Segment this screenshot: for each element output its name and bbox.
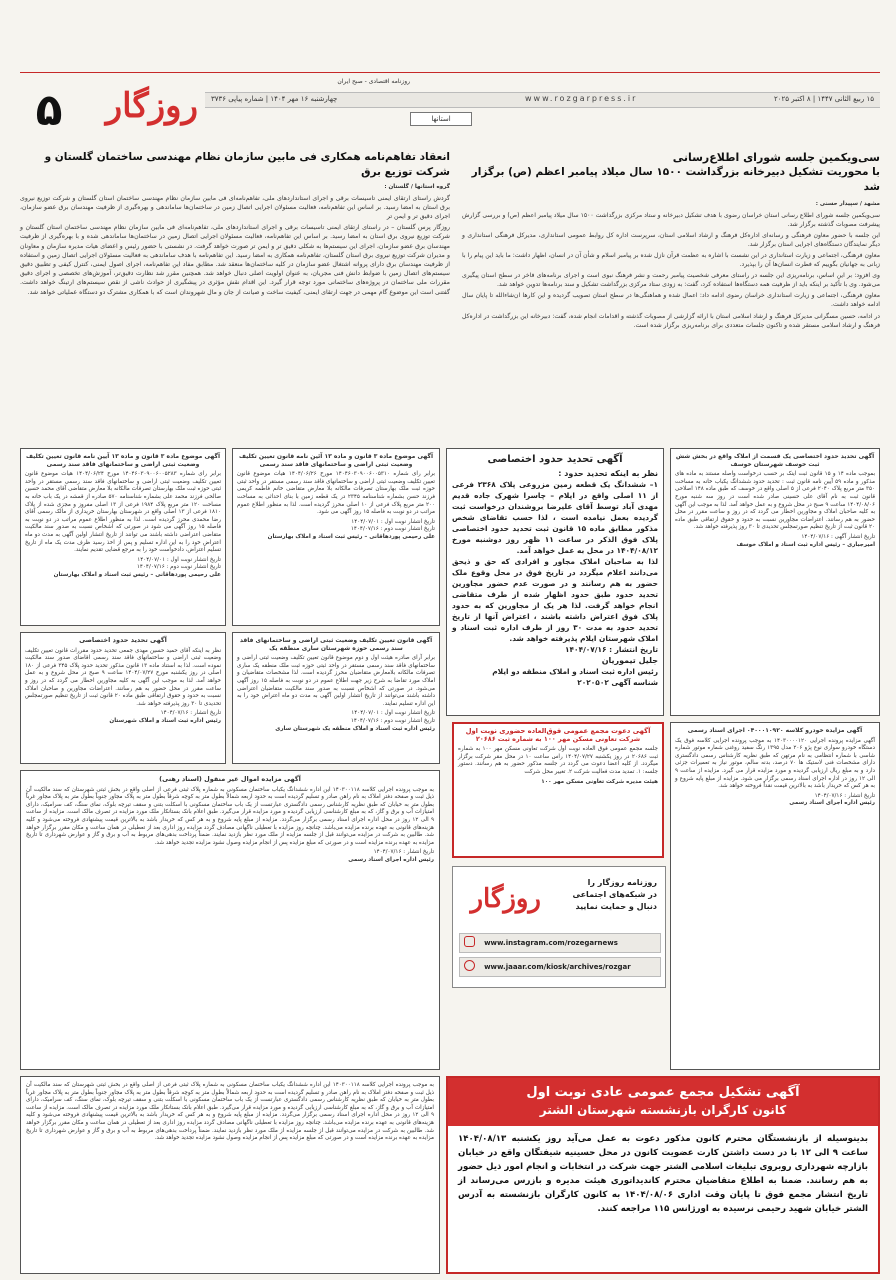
right-article-title-2: با محوریت تشکیل دبیرخانه بزرگداشت ۱۵۰۰ سال میلاد پیامبر اعظم (ص) برگزار شد — [471, 166, 880, 193]
left-article-paragraph: روزگار پرس گلستان – در راستای ارتقای ایمنی تاسیسات برقی و اجرای استانداردهای ملی، تفاهم‌نامه‌ای فی مابین سازمان نظام مهندسی ساختمان استان گلستان و شرکت توزیع نیروی برق استان به امضا رسید. بر اساس این تفاهم‌نامه، فعالیت مسئولان اجرایی اتصال زمین در ساختمان‌ها ساماندهی شده و با بهره‌گیری از ظرفیت مهندسان برق عضو سازمان، اجرای این سیستم‌ها به شکلی دقیق تر و ایمن تر صورت خواهد گرفت. در نشستی با حضور رئیس و اعضای هیات مدیره سازمان و معاونان و مدیران شرکت توزیع نیروی برق استان گلستان، تفاهم‌نامه همکاری به امضا رسید. این تفاهم‌نامه با هدف ساماندهی به فعالیت مسئولان اجرایی اتصال زمین و استفاده از ظرفیت مهندسان برق دارای پروانه اشتغال عضو سازمان در کلیه ساختمان‌ها منعقد شد. مطابق مفاد این تفاهم‌نامه، اجرای اصول ایمنی، کنترل کیفی و تطبیق دقیق سیستم‌های اتصال زمین با ضوابط دانش فنی مجریان، به عنوان اولویت اصلی دنبال خواهد شد. همچنین مقرر شد نظارت دقیق‌تر، آموزش‌های تخصصی و اجرای دقیق مقررات ملی ساختمان در پروژه‌های ساختمانی مورد توجه قرار گیرد. این اقدام نقش مؤثری در پیشگیری از حوادث ناشی از نقص سیستم‌های ارتینگ خواهد داشت. گفتنی است این موضوع گام مهمی در جهت ارتقای ایمنی، کیفیت ساخت و صیانت از جان و مال شهروندان است که با همکاری مشترک دو دستگاه عملیاتی خواهد شد. — [20, 224, 450, 296]
masthead-logo-text: روزگار — [105, 86, 198, 126]
notice-body: برابر رای شماره ۱۴۰۴۶۰۳۰۹۰۰۶۰۰۵۲۸۳ مورخ ۱۴۰۴/۰۶/۲۴ هیات موضوع قانون تعیین تکلیف وضعیت ثبتی اراضی و ساختمانهای فاقد سند رسمی مستقر در واحد ثبتی حوزه ثبت ملک بهارستان تصرفات مالکانه بلا معارض متقاضی آقای محمد حسین صالحی فرزند محمد علی بشماره شناسنامه ۵۷۰ صادره از قمشه در یک باب خانه به مساحت ۱۲۰ متر مربع پلاک ۱۹۸۴ فرعی از ۱۳ اصلی مفروز و مجزی شده از پلاک ۱۸۱۰ فرعی از ۱۳ اصلی واقع در شهرستان بهارستان خریداری از مالک رسمی آقای رضا محمدی محرز گردیده است. لذا به منظور اطلاع عموم مراتب در دو نوبت به فاصله ۱۵ روز آگهی می شود در صورتی که اشخاص نسبت به صدور سند مالکیت متقاضی اعتراضی داشته باشند می توانند از تاریخ انتشار اولین آگهی به مدت دو ماه اعتراض خود را به این اداره تسلیم و پس از اخذ رسید ظرف مدت یک ماه از تاریخ تسلیم اعتراض، دادخواست خود را به مرجع قضایی تقدیم نمایند. — [25, 471, 221, 554]
notice-auction-continued — [20, 1076, 440, 1274]
masthead-tagline: روزنامه اقتصادی - صبح ایران — [337, 78, 410, 85]
notice-date: تاریخ انتشار نوبت اول : ۱۴۰۴/۰۷/۰۱ — [351, 518, 435, 525]
instagram-link[interactable] — [459, 933, 661, 953]
notice-signer: هیئت مدیره شرکت تعاونی مسکن مهر ۱۰۰ — [541, 778, 658, 785]
masthead-info-bar — [205, 92, 880, 108]
instagram-icon — [464, 936, 475, 947]
notice-title: آگهی مزایده خودرو کلاسه ۰۴۰۰۰۱۰۹۲۰ اجرای اسناد رسمی — [687, 727, 863, 734]
left-article — [20, 150, 450, 445]
bold-notice-line: رئیس اداره ثبت اسناد و املاک منطقه دو ایلام — [492, 667, 658, 676]
page-number: ۵ — [35, 85, 63, 136]
notice-signer: رئیس اداره ثبت اسناد و املاک شهرستان — [109, 717, 221, 724]
promo-logo — [461, 875, 541, 923]
assembly-title-1: آگهی تشکیل مجمع عمومی عادی نوبت اول — [526, 1085, 800, 1100]
bold-notice-line: شناسه آگهی ۲۰۲۰۵۰۲ — [577, 678, 658, 687]
assembly-notice — [446, 1076, 880, 1274]
bold-notice-title: آگهی تحدید حدود اختصاصی — [487, 454, 623, 465]
notice-signer: امیرجباری – رئیس اداره ثبت اسناد و املاک خوسف — [736, 541, 875, 548]
notice-signer: علی رحیمی پوردهاقانی – رئیس ثبت اسناد و املاک بهارستان — [267, 533, 435, 540]
notice-title: آگهی مزایده اموال غیر منقول (اسناد رهنی) — [159, 775, 301, 783]
notice-date: تاریخ انتشار : ۱۴۰۴/۰۷/۱۶ — [814, 792, 875, 799]
notice-signer: رئیس اداره اجرای اسناد رسمی — [789, 800, 875, 807]
bold-notice-line: جلیل تیموریان — [601, 656, 658, 665]
notice-date: تاریخ انتشار نوبت اول : ۱۴۰۴/۰۷/۰۱ — [137, 556, 221, 563]
left-article-byline: گروه استانها / گلستان : — [384, 184, 450, 190]
notice-signer: رئیس اداره ثبت اسناد و املاک منطقه یک شهرستان ساری — [275, 725, 435, 732]
promo-logo-text: روزگار — [470, 884, 541, 914]
notice-body: به موجب پرونده اجرایی کلاسه ۱۴۰۳۰۰۱۱۸ این اداره ششدانگ یکباب ساختمان مسکونی به شماره پلاک ثبتی فرعی از اصلی واقع در بخش ثبتی شهرستان که سند مالکیت آن ذیل ثبت و صفحه دفتر املاک به نام راهن صادر و تسلیم گردیده است به حدود اربعه شمالاً بطول متر به کوچه شرقاً بطول متر به پلاک مجاور جنوباً بطول متر به پلاک مجاور غرباً بطول متر به خیابان که طبق نظریه کارشناس رسمی دادگستری عبارتست از یک باب ساختمان مسکونی با اسکلت بتنی و سقف تیرچه بلوک، نمای سنگ، کف سرامیک، دارای امتیازات آب و برق و گاز، که به مبلغ کارشناسی ارزیابی گردیده و مورد مزایده قرار می‌گیرد. طبق اعلام بانک بستانکار ملک مورد مزایده در تصرف مالک است. مزایده از ساعت ۹ الی ۱۲ روز در محل اداره اجرای اسناد رسمی برگزار می‌گردد. مزایده از مبلغ پایه شروع و به هر کس که خریدار باشد به بالاترین قیمت پیشنهادی فروخته می‌شود و کلیه هزینه‌های قانونی به عهده برنده مزایده می‌باشد. چنانچه روز مزایده با تعطیلی ناگهانی مصادف گردد مزایده روز اداری بعد از تعطیلی در همان ساعت و مکان مقرر برگزار خواهد شد. طالبین به شرکت در مزایده می‌توانند قبل از جلسه مزایده از ملک مورد نظر بازدید نمایند. ضمناً پرداخت بدهی‌های مربوط به آب و برق و گاز و عوارض شهرداری تا تاریخ مزایده به عهده برنده مزایده است و در صورتی که مبلغ مزایده پس از انجام مزایده وصول نشود مزایده تجدید خواهد شد. — [26, 1082, 434, 1142]
assembly-header — [448, 1078, 878, 1126]
notice-title: آگهی موضوع ماده ۳ قانون و ماده ۱۳ آیین نامه قانون تعیین تکلیف وضعیت ثبتی اراضی و ساختمانهای فاقد سند رسمی — [25, 453, 221, 468]
promo-line: دنبال و حمایت نمایید — [575, 902, 657, 911]
assembly-title-2: کانون کارگران بازنشسته شهرستان الشتر — [539, 1103, 787, 1117]
notice-center-bottom — [232, 632, 440, 764]
bold-notice-line: نظر به اینکه تحدید حدود : — [558, 469, 658, 478]
bold-notice-line: ۱– ششدانگ یک قطعه زمین مزروعی پلاک ۲۳۶۸ فرعی از ۱۱ اصلی واقع در اپلام – چاسرا شهرک جاده قدیم مهدی آباد توسط آقای علیرضا بروشندان درخواست ثبت گردیده بعمل نیامده است ، لذا حسب تقاضای شخص مذکور مطابق ماده ۱۵ قانون ثبت تحدید حدود اختصاصی پلاک فوق الذکر در ساعت ۱۱ ظهر روز دوشنبه مورخ ۱۴۰۴/۰۸/۱۲ در محل به عمل خواهد آمد. — [452, 480, 658, 555]
website[interactable]: www.rozgarpress.ir — [525, 94, 638, 103]
right-article-paragraph: معاون فرهنگی، اجتماعی و زیارت استانداری در این نشست با اشاره به عظمت قرآن نازل شده بر پیامبر اسلام و شأن آن در انسان، اظهار داشت: ما باید این پیام را با زبانی به جهانیان بگوییم که فطرت انسان‌ها آن را بپذیرد. — [462, 251, 880, 269]
left-article-title: انعقاد تفاهم‌نامه همکاری فی مابین سازمان نظام مهندسی ساختمان گلستان و شرکت توزیع برق — [44, 151, 450, 178]
notice-date: تاریخ انتشار : ۱۴۰۴/۰۷/۱۶ — [160, 710, 221, 717]
notice-signer: رئیس اداره اجرای اسناد رسمی — [348, 856, 434, 863]
assembly-body: بدینوسیله از بازنشستگان محترم کانون مذکور دعوت به عمل می‌آید روز یکشنبه ۱۴۰۴/۰۸/۱۳ ساعت ۹ الی ۱۲ با در دست داشتن کارت عضویت کانون در محل حسینیه شیفتگان واقع در خیابان بازارچه شهرداری روبروی تبلیغات اسلامی الشتر جهت شرکت در انتخابات و انجام امور ذیل حضور به هم رسانند. ضمنا به اطلاع متقاضیان محترم کاندیداتوری هیئت مدیره و بازرس می‌رساند از تاریخ انتشار مجمع فوق تا پایان وقت اداری ۱۴۰۴/۰۸/۰۶ به کانون کارگران بازنشسته به آدرس الشتر خیابان شهید رحیمی نرسیده به اورژانس ۱۱۵ مراجعه کنند. — [458, 1134, 869, 1214]
notice-date: تاریخ انتشار نوبت دوم : ۱۴۰۴/۰۷/۱۶ — [350, 526, 435, 533]
right-article-paragraph: در ادامه، حسین مسگرانی مدیرکل فرهنگ و ارشاد اسلامی استان با ارائه گزارشی از مصوبات گذشته و اقدامات انجام شده، گفت: دبیرخانه این بزرگداشت در اداره‌کل فرهنگ و ارشاد اسلامی مستقر شده و تاکنون جلسات متعددی برای برنامه‌ریزی برگزار شده است. — [462, 312, 880, 329]
promo-headline: روزنامه روزگار را — [587, 878, 657, 887]
notice-title: آگهی قانون تعیین تکلیف وضعیت ثبتی اراضی و ساختمانهای فاقد سند رسمی حوزه شهرستان ساری منطقه یک — [239, 637, 433, 652]
notice-left-top — [20, 448, 226, 626]
instagram-url: www.instagram.com/rozegarnews — [484, 939, 618, 947]
notice-body: آگهی مزایده پرونده اجرایی ۱۴۰۳۰۰۰۰۱۲۰ به موجب پرونده اجرایی کلاسه فوق یک دستگاه خودرو سواری نوع پژو ۲۰۶ مدل ۱۳۹۵ رنگ سفید روغنی شماره موتور شماره شاسی با شماره انتظامی به نام مرتهن که طبق نظریه کارشناس رسمی دادگستری دارای مشخصات فنی لاستیک ها ۷۰ درصد، بدنه سالم، موتور نیاز به تعمیرات جزئی دارد و به مبلغ ریال ارزیابی گردیده و مورد مزایده قرار می گیرد. مزایده از ساعت ۹ الی ۱۲ روز در اداره اجرای اسناد رسمی برگزار می شود. مزایده از مبلغ پایه شروع و به هر کس که خریدار باشد به بالاترین قیمت نقداً فروخته خواهد شد. — [675, 737, 876, 790]
notice-date: تاریخ انتشار نوبت اول : ۱۴۰۴/۰۷/۰۱ — [351, 710, 435, 717]
right-article-paragraph: این جلسه با حضور معاون فرهنگی و رسانه‌ای اداره‌کل فرهنگ و ارشاد اسلامی استان، سرپرست اداره کل روابط عمومی استانداری، مدیرکل فرهنگی استانداری و دیگر نمایندگان دستگاه‌های اجرایی استان برگزار شد. — [462, 231, 880, 248]
masthead-logo — [88, 80, 198, 132]
right-article-byline: مشهد / سپیدار حسنی : — [815, 201, 880, 207]
notice-body: برابر رای شماره ۱۴۰۴۶۰۳۰۹۰۰۶۰۰۵۳۱۰ مورخ ۱۴۰۴/۰۶/۲۶ هیات موضوع قانون تعیین تکلیف وضعیت ثبتی اراضی و ساختمانهای فاقد سند رسمی مستقر در واحد ثبتی حوزه ثبت ملک بهارستان تصرفات مالکانه بلا معارض متقاضی خانم فاطمه کریمی فرزند حسن بشماره شناسنامه ۲۳۴۵ در یک قطعه زمین با بنای احداثی به مساحت ۲۰۰ متر مربع پلاک فرعی از ۱۰ اصلی محرز گردیده است. لذا به منظور اطلاع عموم مراتب در دو نوبت به فاصله ۱۵ روز آگهی می شود. — [237, 471, 435, 516]
date-line: ۱۵ ربیع الثانی ۱۴۴۷ | ۸ اکتبر ۲۰۲۵ — [774, 95, 874, 103]
bold-notice — [446, 448, 664, 716]
bold-notice-line: لذا به صاحبان املاک مجاور و افرادی که حق و ذیحق می‌دانند اعلام میگردد در تاریخ فوق در محل وقوع ملک حضور به هم رسانند و در صورت عدم حضور مجاورین تحدید حدود طبق حدود اظهار شده از طرف متقاضی انجام خواهد گرفت. لذا هر یک از مجاورین که به حدود پلاک فوق اعتراض داشته باشند ، اعتراض آنها از تاریخ تحدید حدود به مدت ۳۰ روز از طرف اداره ثبت اسناد و املاک شهرستان ایلام پذیرفته خواهد شد. — [452, 557, 658, 643]
notice-union — [452, 722, 664, 858]
right-article-body — [462, 211, 880, 330]
right-article-paragraph: وی افزود: بر این اساس، برنامه‌ریزی این جلسه در راستای معرفی شخصیت پیامبر رحمت و نشر فرهنگ نبوی است و اجرای برنامه‌های فاخر در سطح استان پیگیری می‌شود. وی با تأکید بر اینکه باید از ظرفیت همه دستگاه‌ها استفاده کرد، گفت: به زودی ستاد مرکزی بزرگداشت تشکیل و سند برنامه‌ها تدوین خواهد شد. — [462, 272, 880, 289]
notice-left-bottom — [20, 632, 226, 764]
notice-date: تاریخ انتشار نوبت دوم : ۱۴۰۴/۰۷/۱۶ — [136, 564, 221, 571]
promo-line: در شبکه‌های اجتماعی — [572, 890, 657, 899]
notice-signer: علی رحیمی پوردهاقانی – رئیس ثبت اسناد و املاک بهارستان — [53, 571, 221, 578]
social-promo — [452, 866, 666, 988]
bold-notice-line: تاریخ انتشار : ۱۴۰۴/۰۷/۱۶ — [565, 645, 658, 654]
issue-line: چهارشنبه ۱۶ مهر ۱۴۰۴ | شماره پیاپی ۳۷۳۶ — [211, 95, 338, 103]
right-article-title-1: سی‌ویکمین جلسه شورای اطلاع‌رسانی — [672, 151, 880, 164]
right-article-paragraph: سی‌ویکمین جلسه شورای اطلاع رسانی استان خراسان رضوی با هدف تشکیل دبیرخانه و ستاد مرکزی بزرگداشت ۱۵۰۰ سال میلاد پیامبر اعظم (ص) و بررسی گزارش پیشرفت مصوبات گذشته برگزار شد. — [462, 211, 880, 228]
notice-date: تاریخ انتشار : ۱۴۰۴/۰۷/۱۶ — [373, 849, 434, 856]
notice-center-top — [232, 448, 440, 626]
union-title-2: شرکت تعاونی مسکن مهر ۱۰۰ به شماره ثبت ۲۰۶۸۶ — [475, 734, 641, 743]
notice-title: آگهی موضوع ماده ۳ قانون و ماده ۱۳ آئین نامه قانون تعیین تکلیف وضعیت ثبتی اراضی و ساختمانهای فاقد سند رسمی — [238, 453, 434, 468]
notice-body: برابر آرای صادره هیئت اول و دوم موضوع قانون تعیین تکلیف وضعیت ثبتی اراضی و ساختمانهای فاقد سند رسمی مستقر در واحد ثبتی حوزه ثبت ملک منطقه یک ساری تصرفات مالکانه بلامعارض متقاضیان محرز گردیده است. لذا مشخصات متقاضیان و املاک مورد تقاضا به شرح زیر جهت اطلاع عموم در دو نوبت به فاصله ۱۵ روز آگهی می‌شود. در صورتی که اشخاص نسبت به صدور سند مالکیت متقاضیان اعتراضی داشته باشند می‌توانند از تاریخ انتشار اولین آگهی به مدت دو ماه اعتراض خود را به این اداره تسلیم نمایند. — [237, 655, 435, 707]
left-article-body — [20, 194, 450, 297]
right-article-paragraph: معاون فرهنگی، اجتماعی و زیارت استانداری خراسان رضوی ادامه داد: اعمال شده و هماهنگی‌ها در سطح استان تصویب گردیده و این کارها ان‌شاءالله تا پایان سال ادامه خواهد داشت. — [462, 292, 880, 309]
left-article-paragraph: گردش راستای ارتقای ایمنی تاسیسات برقی و اجرای استانداردهای ملی، تفاهم‌نامه‌ای فی مابین سازمان نظام مهندسی ساختمان استان گلستان و شرکت توزیع نیروی برق استان به امضا رسید. بر اساس این تفاهم‌نامه، فعالیت مسئولان اجرایی اتصال زمین در ساختمان‌ها ساماندهی و بهره‌گیری از ظرفیت مهندسان برق عضو سازمان، اجرای دقیق تر و ایمن تر — [20, 194, 450, 220]
globe-icon — [464, 960, 475, 971]
notice-body: جلسه مجمع عمومی فوق العاده نوبت اول شرکت تعاونی مسکن مهر ۱۰۰ به شماره ثبت ۲۰۶۸۶ در روز یکشنبه ۱۴۰۴/۰۷/۲۷ راس ساعت ۱۰ در محل مقر شرکت برگزار میگردد. از کلیه اعضا دعوت می گردد در جلسه مذکور حضور به هم رسانند. دستور جلسه: ۱. تمدید مدت فعالیت شرکت ۲. تغییر محل شرکت — [458, 746, 659, 775]
right-article — [462, 150, 880, 435]
union-title-1: آگهی دعوت مجمع عمومی فوق‌العاده حضوری نوبت اول — [465, 727, 651, 735]
notice-date: تاریخ انتشار آگهی : ۱۴۰۴/۰۷/۱۶ — [801, 533, 875, 540]
notice-sale-right — [670, 722, 880, 1070]
notice-date: تاریخ انتشار نوبت دوم : ۱۴۰۴/۰۷/۱۶ — [350, 717, 435, 724]
notice-auction — [20, 770, 440, 1070]
top-rule — [20, 72, 880, 73]
notice-body: بموجب ماده ۱۴ و ۱۵ قانون ثبت اینک بر حسب درخواست واصله مستند به ماده های مذکور و ماده ۵۹ آیین نامه قانون ثبت : تحدید حدود ششدانگ یکباب خانه به مساحت ۳۵۰ متر مربع پلاک ۲۰۴۰ فرعی از ۵ اصلی واقع در خوسف که طبق ماده ۱۴۸ اصلاحی قانون ثبت به نام آقای علی حسینی صادر شده است در روز سه شنبه مورخ ۱۴۰۴/۰۸/۰۶ ساعت ۹ صبح در محل شروع و به عمل خواهد آمد. لذا به موجب این آگهی به کلیه صاحبان املاک و مجاورین اخطار می گردد که در روز و ساعت مقرر در محل حضور به هم رسانند. اعتراضات مجاورین نسبت به حدود و حقوق ارتفاقی طبق ماده ۲۰ قانون ثبت از تاریخ تنظیم صورتمجلس تحدیدی تا ۳۰ روز پذیرفته خواهد شد. — [675, 471, 876, 531]
section-label: استانها — [410, 112, 472, 126]
notice-body: به موجب پرونده اجرایی کلاسه ۱۴۰۳۰۰۱۱۸ این اداره ششدانگ یکباب ساختمان مسکونی به شماره پلاک ثبتی فرعی از اصلی واقع در بخش ثبتی شهرستان که سند مالکیت آن ذیل ثبت و صفحه دفتر املاک به نام راهن صادر و تسلیم گردیده است به حدود اربعه شمالاً بطول متر به کوچه شرقاً بطول متر به پلاک مجاور جنوباً بطول متر به پلاک مجاور غرباً بطول متر به خیابان که طبق نظریه کارشناس رسمی دادگستری عبارتست از یک باب ساختمان مسکونی با اسکلت بتنی و سقف تیرچه بلوک، نمای سنگ، کف سرامیک، دارای امتیازات آب و برق و گاز، که به مبلغ کارشناسی ارزیابی گردیده و مورد مزایده قرار می‌گیرد. طبق اعلام بانک بستانکار ملک مورد مزایده در تصرف مالک است. مزایده از ساعت ۹ الی ۱۲ روز در محل اداره اجرای اسناد رسمی برگزار می‌گردد. مزایده از مبلغ پایه شروع و به هر کس که خریدار باشد به بالاترین قیمت پیشنهادی فروخته می‌شود و کلیه هزینه‌های قانونی به عهده برنده مزایده می‌باشد. چنانچه روز مزایده با تعطیلی ناگهانی مصادف گردد مزایده روز اداری بعد از تعطیلی در همان ساعت و مکان مقرر برگزار خواهد شد. طالبین به شرکت در مزایده می‌توانند قبل از جلسه مزایده از ملک مورد نظر بازدید نمایند. ضمناً پرداخت بدهی‌های مربوط به آب و برق و گاز و عوارض شهرداری تا تاریخ مزایده به عهده برنده مزایده است و در صورتی که مبلغ مزایده پس از انجام مزایده وصول نشود مزایده تجدید خواهد شد. — [26, 786, 434, 846]
notice-body: نظر به اینکه آقای حمید حسین مهدی جمعی تحدید حدود مقررات قانون تعیین تکلیف وضعیت ثبتی اراضی و ساختمانهای فاقد سند رسمی اقاضای صدور سند مالکیت نموده است. لذا به استناد ماده ۱۳ قانون مذکور تحدید حدود پلاک ۳۴۵ فرعی از ۱۸۰ اصلی در روز یکشنبه مورخ ۱۴۰۴/۰۷/۲۷ ساعت ۹ صبح در محل شروع و به عمل خواهد آمد. لذا به موجب این آگهی به کلیه مجاورین اخطار می گردد که در روز و ساعت مقرر در محل حضور به هم رسانند. اعتراضات مجاورین و صاحبان املاک نسبت به حدود و حقوق ارتفاقی طبق ماده ۲۰ قانون ثبت از تاریخ تنظیم صورتمجلس تحدیدی تا ۳۰ روز پذیرفته خواهد شد. — [25, 647, 222, 707]
kiosk-url: www.jaaar.com/kiosk/archives/rozgar — [484, 963, 631, 971]
notice-title: آگهی تحدید حدود اختصاصی — [79, 636, 167, 644]
notice-right-small — [670, 448, 880, 716]
notice-title: آگهی تحدید حدود اختصاصی یک قسمت از املاک واقع در بخش شش ثبت خوسف شهرستان خوسف — [675, 453, 875, 468]
kiosk-link[interactable] — [459, 957, 661, 977]
